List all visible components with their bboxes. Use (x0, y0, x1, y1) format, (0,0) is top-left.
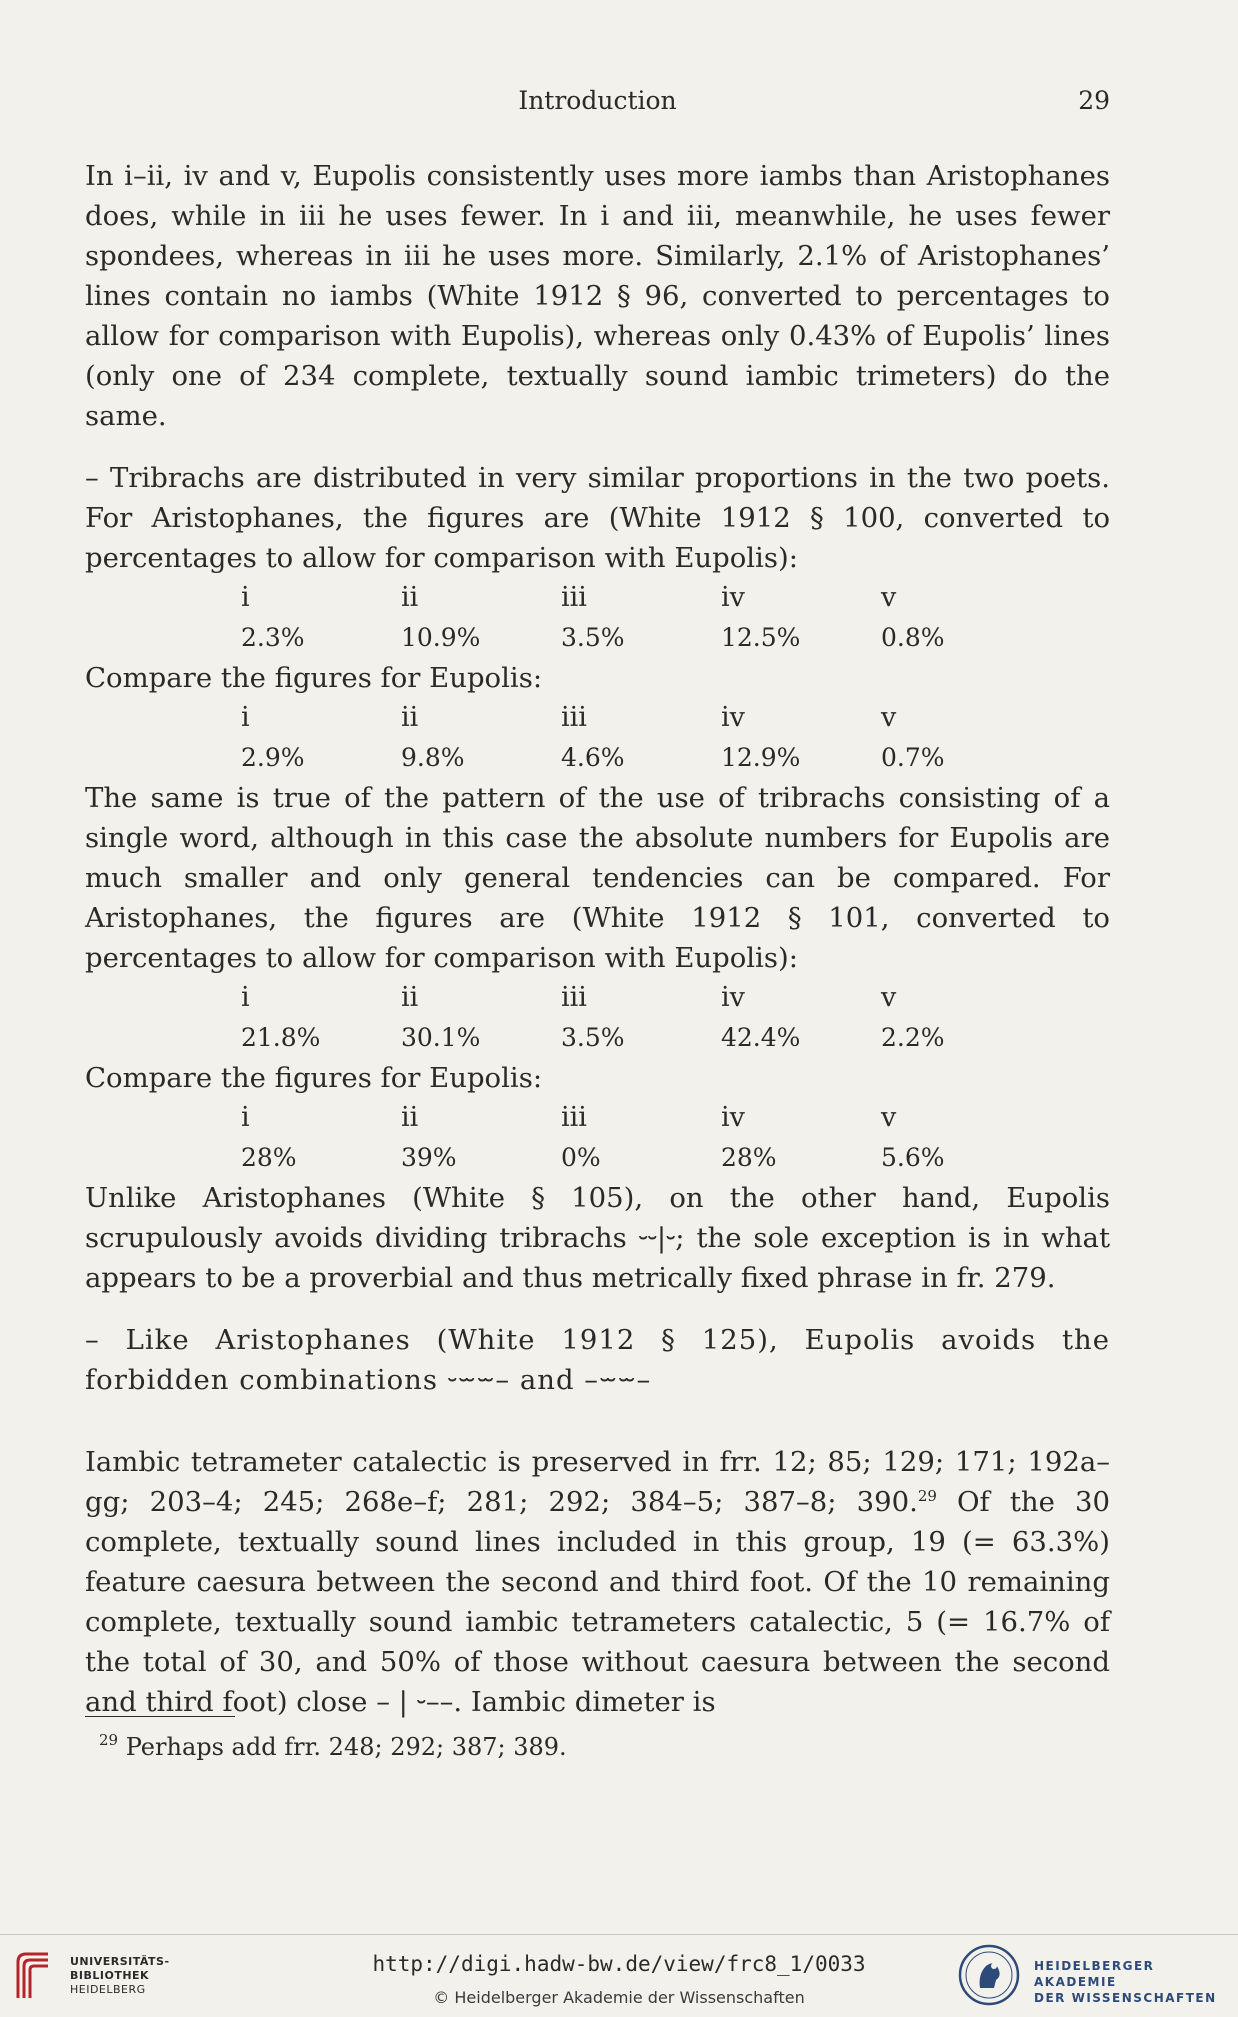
table-row: 2.3% 10.9% 3.5% 12.5% 0.8% (241, 623, 945, 652)
eupolis-tribrach-table (85, 698, 1041, 778)
body-text (85, 156, 1110, 1722)
table-row: i ii iii iv v (241, 582, 897, 613)
copyright-notice: © Heidelberger Akademie der Wissenschaften (433, 1988, 805, 2007)
university-library-name: UNIVERSITÄTS- BIBLIOTHEK HEIDELBERG (70, 1955, 170, 1996)
paragraph: Compare the figures for Eupolis: (85, 1062, 543, 1094)
academy-seal-icon[interactable] (958, 1944, 1020, 2006)
footnote-text: Perhaps add frr. 248; 292; 387; 389. (125, 1733, 567, 1761)
table-row: i ii iii iv v (241, 982, 897, 1013)
table-row: 21.8% 30.1% 3.5% 42.4% 2.2% (241, 1023, 945, 1052)
footnote-ref[interactable]: 29 (917, 1487, 937, 1505)
footnote (99, 1733, 567, 1761)
footer-divider (0, 1934, 1238, 1935)
footnote-divider (85, 1716, 235, 1717)
source-url-link[interactable]: http://digi.hadw-bw.de/view/frc8_1/0033 (372, 1952, 866, 1976)
paragraph: Compare the figures for Eupolis: (85, 662, 543, 694)
footnote-number: 29 (99, 1731, 119, 1749)
aristophanes-tribrach-table (85, 578, 1041, 658)
page-number: 29 (1078, 86, 1110, 115)
table-row: i ii iii iv v (241, 702, 897, 733)
paragraph: – Tribrachs are distributed in very similar proportions in the two poets. For Aristophanes, the figures are (White 1912 § 100, converted to percentages to allow for comparison with Eupolis): (85, 462, 1110, 574)
table-row: i ii iii iv v (241, 1102, 897, 1133)
paragraph: Unlike Aristophanes (White § 105), on the other hand, Eupolis scrupulously avoids dividing tribrachs ⏑⏑|⏑; the sole exception is in what appears to be a proverbial and thus metrically fixed phrase in fr. 279. (85, 1182, 1110, 1294)
running-header (85, 86, 1110, 126)
paragraph: – Like Aristophanes (White 1912 § 125), Eupolis avoids the forbidden combinations ⏑⏖⏖– and –⏖⏖– (85, 1324, 1110, 1396)
aristophanes-single-word-tribrach-table (85, 978, 1041, 1058)
eupolis-single-word-tribrach-table (85, 1098, 1041, 1178)
table-row: 2.9% 9.8% 4.6% 12.9% 0.7% (241, 743, 945, 772)
running-title: Introduction (518, 86, 677, 115)
paragraph: In i–ii, iv and v, Eupolis consistently uses more iambs than Aristophanes does, while in iii he uses fewer. In i and iii, meanwhile, he uses fewer spondees, whereas in iii he uses more. Similarly, 2.1% of Aristophanes’ lines contain no iambs (White 1912 § 96, converted to percentages to allow for comparison with Eupolis), whereas only 0.43% of Eupolis’ lines (only one of 234 complete, textually sound iambic trimeters) do the same. (85, 160, 1110, 432)
paragraph: Iambic tetrameter catalectic is preserved in frr. 12; 85; 129; 171; 192a–gg; 203–4; 245; 268e–f; 281; 292; 384–5; 387–8; 390.29 Of the 30 complete, textually sound lines included in this group, 19 (= 63.3%) feature caesura between the second and third foot. Of the 10 remaining complete, textually sound iambic tetrameters catalectic, 5 (= 16.7% of the total of 30, and 50% of those without caesura between the second and third foot) close – | ⏑––. Iambic dimeter is (85, 1446, 1110, 1718)
paragraph: The same is true of the pattern of the use of tribrachs consisting of a single word, although in this case the absolute numbers for Eupolis are much smaller and only general tendencies can be compared. For Aristophanes, the figures are (White 1912 § 101, converted to percentages to allow for comparison with Eupolis): (85, 782, 1110, 974)
academy-name: HEIDELBERGER AKADEMIE DER WISSENSCHAFTEN (1034, 1959, 1217, 2005)
table-row: 28% 39% 0% 28% 5.6% (241, 1143, 945, 1172)
footer-bar (0, 1934, 1238, 2017)
